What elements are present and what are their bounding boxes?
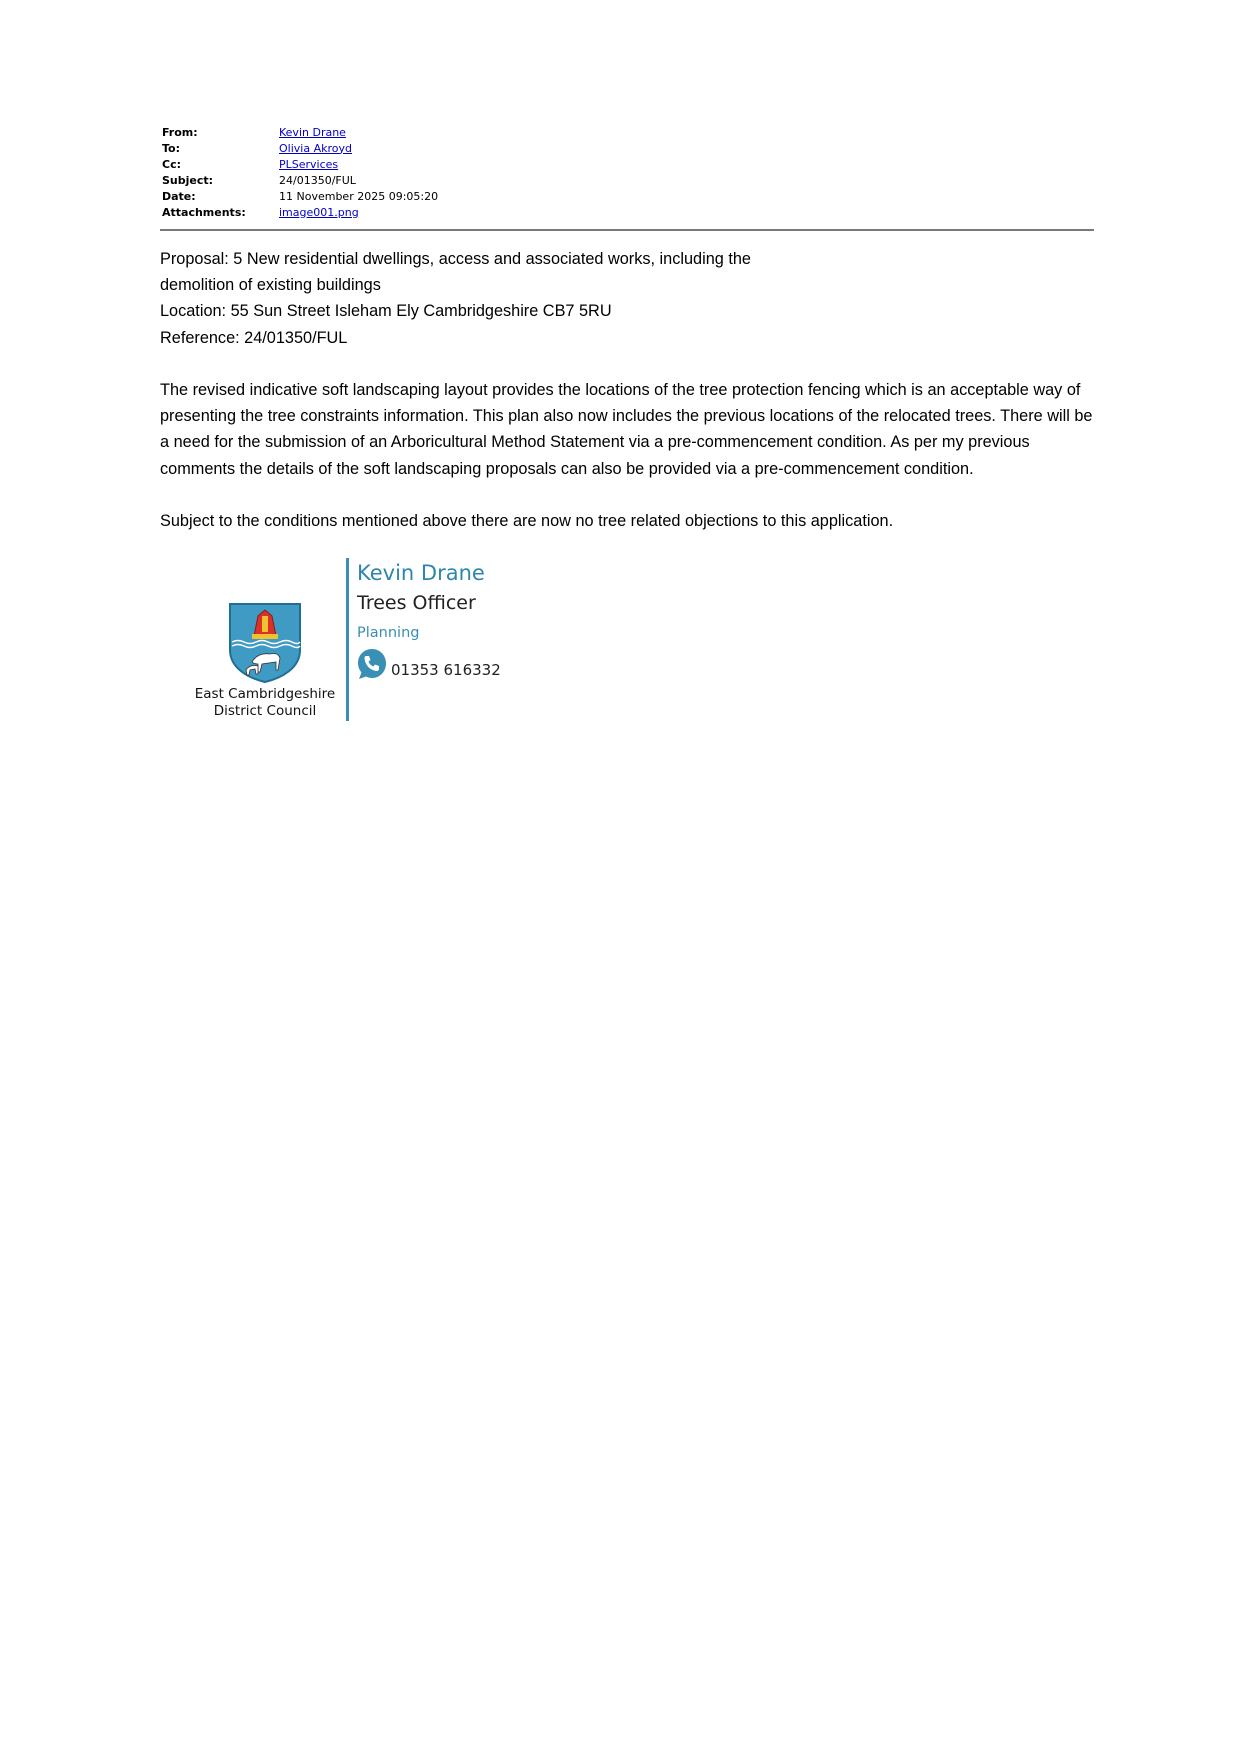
from-row — [162, 124, 1094, 140]
date-label: Date: — [162, 189, 196, 203]
to-label: To: — [162, 141, 180, 155]
email-body — [160, 246, 1100, 534]
reference-line: Reference: 24/01350/FUL — [160, 328, 348, 347]
location-line: Location: 55 Sun Street Isleham Ely Cambridgeshire CB7 5RU — [160, 302, 612, 321]
subject-label: Subject: — [162, 173, 214, 187]
signature-name: Kevin Drane — [357, 561, 485, 585]
signature-phone-row — [357, 648, 501, 680]
date-value: 11 November 2025 09:05:20 — [279, 189, 439, 203]
attachments-row — [162, 204, 1094, 220]
signature-role: Trees Officer — [357, 592, 476, 614]
council-crest-icon — [228, 602, 302, 684]
date-row — [162, 188, 1094, 204]
spacer — [160, 351, 1100, 377]
signature-department: Planning — [357, 625, 420, 641]
proposal-line-1: Proposal: 5 New residential dwellings, access and associated works, including the — [160, 250, 751, 268]
subject-value: 24/01350/FUL — [279, 173, 356, 187]
from-link[interactable]: Kevin Drane — [279, 125, 346, 139]
email-header — [162, 124, 1094, 220]
main-paragraph: The revised indicative soft landscaping layout provides the locations of the tree protection fencing which is an acceptable way of presenting the tree constraints information. This plan also now includes the previous locations of the relocated trees. There will be a need for the submission of an Arboricultural Method Statement via a pre-commencement condition. As per my previous comments the details of the soft landscaping proposals can also be provided via a pre-commencement condition. — [160, 381, 1093, 478]
from-label: From: — [162, 125, 198, 139]
header-divider — [160, 229, 1094, 231]
spacer — [160, 482, 1100, 508]
cc-label: Cc: — [162, 157, 181, 171]
council-logo — [190, 602, 340, 722]
attachments-label: Attachments: — [162, 205, 246, 219]
signature-phone: 01353 616332 — [391, 661, 501, 679]
proposal-line-2: demolition of existing buildings — [160, 276, 381, 295]
conclusion-paragraph: Subject to the conditions mentioned above there are now no tree related objections to this application. — [160, 512, 894, 530]
cc-link[interactable]: PLServices — [279, 157, 339, 171]
to-row — [162, 140, 1094, 156]
council-name-line-1: East Cambridgeshire — [194, 686, 336, 702]
attachment-link[interactable]: image001.png — [279, 205, 359, 219]
email-signature — [160, 558, 760, 723]
phone-icon — [357, 648, 387, 680]
subject-row — [162, 172, 1094, 188]
council-name-line-2: District Council — [213, 703, 317, 719]
signature-accent-bar — [346, 558, 349, 721]
cc-row — [162, 156, 1094, 172]
signature-details — [357, 558, 501, 680]
to-link[interactable]: Olivia Akroyd — [279, 141, 352, 155]
